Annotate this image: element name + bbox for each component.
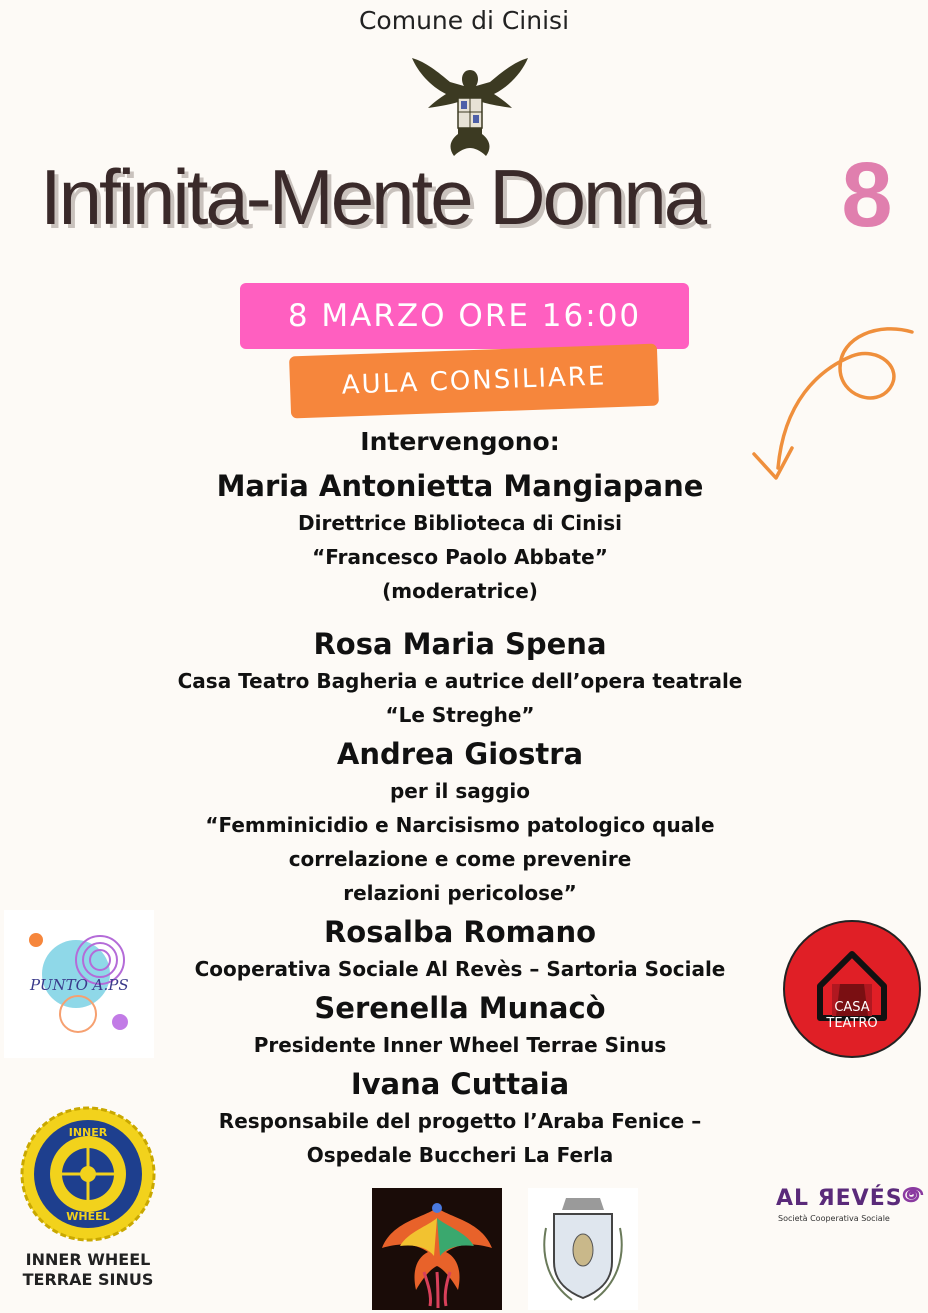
eagle-crest-icon [410,52,530,162]
municipal-crest-icon [528,1188,638,1310]
al-reves-subtitle: Società Cooperativa Sociale [778,1214,890,1223]
speaker-role: Presidente Inner Wheel Terrae Sinus [253,1033,667,1057]
speaker-role: (moderatrice) [382,579,538,603]
speaker-block [130,988,790,1062]
page-title: Infinita-Mente Donna [40,153,705,241]
casa-teatro-house-icon [780,918,924,1060]
speaker-role: Ospedale Buccheri La Ferla [306,1143,614,1167]
speaker-name: Rosalba Romano [323,915,597,949]
speaker-block [130,912,790,986]
speaker-name: Ivana Cuttaia [350,1067,570,1101]
speaker-name: Serenella Munacò [314,991,606,1025]
speaker-block [130,1064,790,1172]
speaker-role: Cooperativa Sociale Al Revès – Sartoria Sociale [194,957,726,981]
speaker-name: Andrea Giostra [336,737,584,771]
speaker-role: Responsabile del progetto l’Araba Fenice – [218,1109,702,1133]
inner-wheel-label-line-1: INNER WHEEL [25,1250,151,1269]
speaker-role: per il saggio [389,779,530,803]
speaker-role: Direttrice Biblioteca di Cinisi [298,511,622,535]
casa-teatro-text-1: CASA [834,1000,870,1015]
speaker-block [130,466,790,608]
punto-aps-logo [4,910,154,1058]
inner-wheel-ring-text-1: INNER [68,1126,108,1139]
speaker-block [130,734,790,910]
al-reves-name: AL ЯEVÉS [776,1186,903,1211]
casa-teatro-text-2: TEATRO [826,1016,878,1031]
speaker-role: Casa Teatro Bagheria e autrice dell’opera teatrale [177,669,743,693]
inner-wheel-emblem-icon [18,1104,158,1244]
phoenix-image [372,1188,502,1310]
inner-wheel-label-line-2: TERRAE SINUS [22,1270,154,1289]
speaker-name: Rosa Maria Spena [313,627,607,661]
speaker-role: “Femminicidio e Narcisismo patologico quale [205,813,715,837]
speaker-block [130,624,790,732]
speaker-name: Maria Antonietta Mangiapane [216,469,704,503]
al-reves-logo [776,1176,926,1232]
punto-aps-text: PUNTO A.PS [30,976,129,994]
municipality-name: Comune di Cinisi [358,6,570,35]
speakers-list [130,424,790,1172]
speakers-heading: Intervengono: [360,427,560,456]
women-day-eight-icon: 8 [841,144,893,246]
event-date-time: 8 MARZO ORE 16:00 [240,283,689,349]
speaker-role: “Le Streghe” [385,703,535,727]
spiral-icon [896,1180,926,1210]
speaker-role: relazioni pericolose” [343,881,577,905]
inner-wheel-label [0,1250,176,1290]
casa-teatro-logo [780,918,924,1060]
inner-wheel-ring-text-2: WHEEL [66,1210,110,1223]
speaker-role: “Francesco Paolo Abbate” [312,545,608,569]
inner-wheel-logo [18,1104,158,1244]
speaker-role: correlazione e come prevenire [288,847,632,871]
event-place: AULA CONSILIARE [289,344,659,419]
